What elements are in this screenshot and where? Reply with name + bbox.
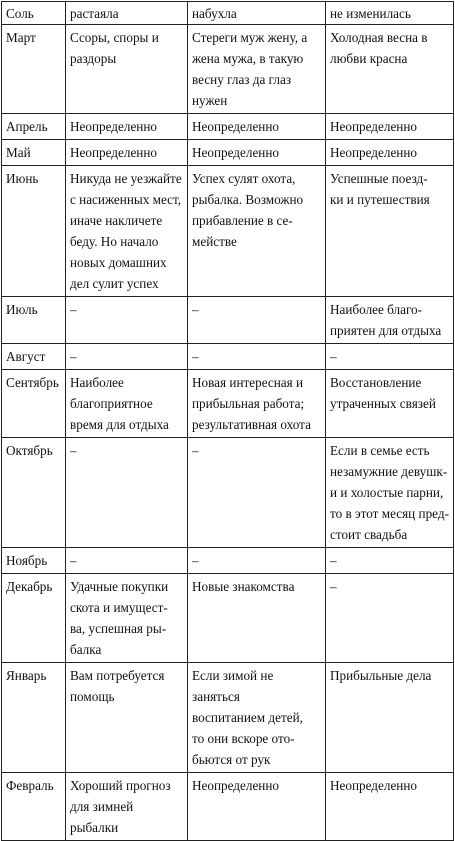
prediction-cell: – <box>326 548 454 574</box>
table-row <box>2 114 454 140</box>
prediction-cell: Неопределенно <box>326 773 454 841</box>
prediction-cell: Никуда не уезжайте с насиженных мест, иначе накличете беду. Но начало новых домашних дел сулит успех <box>66 166 188 297</box>
prediction-cell: Новая интересная и прибыльная работа; результативная охота <box>188 370 326 438</box>
month-cell: Январь <box>2 663 66 773</box>
month-cell: Февраль <box>2 773 66 841</box>
table-row <box>2 297 454 344</box>
prediction-cell: Наиболее благо- приятен для отдыха <box>326 297 454 344</box>
prediction-cell: Новые знакомства <box>188 574 326 663</box>
prediction-cell: Удачные покупки скота и имущест- ва, успешная ры- балка <box>66 574 188 663</box>
prediction-cell: Стереги муж жену, а жена мужа, в такую весну глаз да глаз нужен <box>188 25 326 114</box>
table-row <box>2 370 454 438</box>
table-row <box>2 438 454 548</box>
month-cell: Июль <box>2 297 66 344</box>
prediction-cell: Холодная весна в любви красна <box>326 25 454 114</box>
prediction-cell: Наиболее благоприятное время для отдыха <box>66 370 188 438</box>
prediction-cell: – <box>188 548 326 574</box>
prediction-cell: Неопределенно <box>326 114 454 140</box>
prediction-cell: Успех сулят охота, рыбалка. Возможно прибавление в се- мействе <box>188 166 326 297</box>
prediction-cell: Неопределенно <box>66 114 188 140</box>
month-cell: Август <box>2 344 66 370</box>
prediction-cell: Неопределенно <box>188 114 326 140</box>
prediction-cell: – <box>66 297 188 344</box>
header-cell-salt: Соль <box>2 2 66 25</box>
prediction-cell: Неопределенно <box>66 140 188 166</box>
month-cell: Декабрь <box>2 574 66 663</box>
prediction-cell: Неопределенно <box>188 140 326 166</box>
prediction-cell: Если в семье есть незамужние девушк- и и холостые парни, то в этот месяц пред- стоит свадьба <box>326 438 454 548</box>
table-row <box>2 166 454 297</box>
prediction-cell: Неопределенно <box>188 773 326 841</box>
prediction-cell: – <box>188 297 326 344</box>
table-row <box>2 140 454 166</box>
prediction-cell: Вам потребуется помощь <box>66 663 188 773</box>
prediction-cell: Ссоры, споры и раздоры <box>66 25 188 114</box>
prediction-cell: – <box>188 344 326 370</box>
prediction-cell: Прибыльные дела <box>326 663 454 773</box>
prediction-cell: Хороший прогноз для зимней рыбалки <box>66 773 188 841</box>
prediction-cell: – <box>66 438 188 548</box>
prediction-cell: Если зимой не заняться воспитанием детей, то они вскоре ото- бьются от рук <box>188 663 326 773</box>
table-row <box>2 548 454 574</box>
month-cell: Март <box>2 25 66 114</box>
prediction-cell: – <box>326 574 454 663</box>
prediction-cell: Успешные поезд- ки и путешествия <box>326 166 454 297</box>
header-cell-unchanged: не изменилась <box>326 2 454 25</box>
table-row <box>2 25 454 114</box>
prediction-cell: – <box>326 344 454 370</box>
table-row <box>2 773 454 841</box>
table-body <box>2 2 454 841</box>
header-row <box>2 2 454 25</box>
table-row <box>2 663 454 773</box>
month-cell: Ноябрь <box>2 548 66 574</box>
header-cell-melted: растаяла <box>66 2 188 25</box>
month-cell: Июнь <box>2 166 66 297</box>
month-cell: Апрель <box>2 114 66 140</box>
month-cell: Октябрь <box>2 438 66 548</box>
header-cell-swelled: набухла <box>188 2 326 25</box>
forecast-table <box>1 1 454 841</box>
prediction-cell: Неопределенно <box>326 140 454 166</box>
table-row <box>2 574 454 663</box>
month-cell: Май <box>2 140 66 166</box>
table-row <box>2 344 454 370</box>
prediction-cell: Восстановление утраченных связей <box>326 370 454 438</box>
prediction-cell: – <box>188 438 326 548</box>
prediction-cell: – <box>66 548 188 574</box>
prediction-cell: – <box>66 344 188 370</box>
month-cell: Сентябрь <box>2 370 66 438</box>
